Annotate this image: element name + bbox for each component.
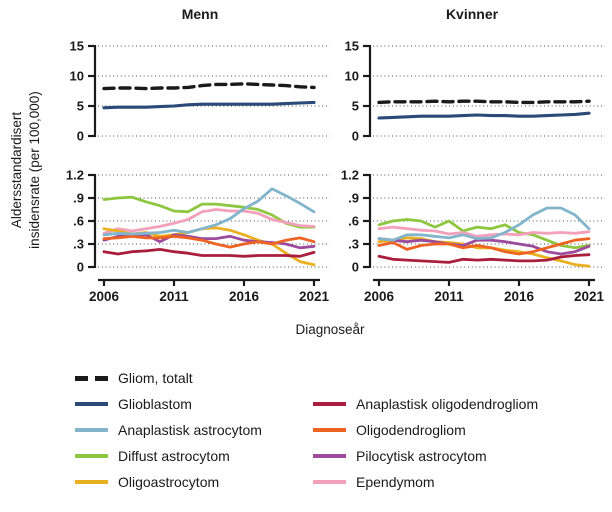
x-tick-label: 2011 bbox=[434, 289, 464, 304]
legend-swatch bbox=[313, 402, 346, 406]
panel-title-kvinner: Kvinner bbox=[445, 6, 499, 22]
legend-swatch bbox=[75, 402, 108, 406]
y-tick-label: .3 bbox=[73, 236, 84, 252]
y-tick-label: 0 bbox=[76, 128, 84, 144]
y-axis-label bbox=[8, 25, 46, 315]
legend-item bbox=[75, 391, 262, 417]
series-line bbox=[104, 84, 314, 89]
x-axis-label: Diagnoseår bbox=[295, 322, 365, 337]
legend-column-2 bbox=[313, 391, 538, 495]
series-line bbox=[379, 113, 589, 118]
y-tick-label: 10 bbox=[69, 68, 84, 84]
y-tick-label: .6 bbox=[348, 213, 359, 229]
legend-item bbox=[75, 469, 262, 495]
legend-label: Diffust astrocytom bbox=[118, 448, 230, 464]
legend-label: Gliom, totalt bbox=[118, 370, 193, 386]
panel-kvinner-bottom bbox=[341, 168, 605, 305]
x-tick-label: 2016 bbox=[228, 289, 260, 304]
y-tick-label: 0 bbox=[351, 128, 359, 144]
legend-swatch bbox=[75, 454, 108, 458]
legend-label: Anaplastisk astrocytom bbox=[118, 422, 262, 438]
x-tick-label: 2016 bbox=[503, 289, 535, 304]
legend-label: Pilocytisk astrocytom bbox=[356, 448, 487, 464]
legend-item bbox=[75, 443, 262, 469]
y-tick-label: 1.2 bbox=[340, 167, 359, 183]
x-tick-label: 2006 bbox=[88, 289, 120, 304]
legend-swatch bbox=[313, 480, 346, 484]
series-line bbox=[104, 102, 314, 107]
legend-item bbox=[75, 365, 262, 391]
series-line bbox=[379, 101, 589, 102]
y-tick-label: 15 bbox=[344, 38, 359, 54]
panel-menn-top bbox=[70, 39, 330, 144]
y-tick-label: .3 bbox=[348, 236, 359, 252]
panel-kvinner-top bbox=[345, 39, 605, 144]
legend-column-1 bbox=[75, 365, 262, 495]
y-tick-label: .9 bbox=[73, 190, 84, 206]
legend-swatch bbox=[75, 428, 108, 432]
legend-swatch bbox=[313, 428, 346, 432]
y-tick-label: 15 bbox=[69, 38, 84, 54]
legend-label: Ependymom bbox=[356, 474, 435, 490]
y-tick-label: .9 bbox=[348, 190, 359, 206]
legend-label: Glioblastom bbox=[118, 396, 192, 412]
y-tick-label: 5 bbox=[351, 98, 359, 114]
y-axis-label-line2: insidensrate (per 100,000) bbox=[27, 91, 43, 249]
y-tick-label: 0 bbox=[351, 259, 359, 275]
panel-title-menn: Menn bbox=[181, 6, 219, 22]
x-tick-label: 2021 bbox=[573, 289, 605, 304]
y-tick-label: .6 bbox=[73, 213, 84, 229]
legend-label: Oligodendrogliom bbox=[356, 422, 466, 438]
legend-swatch bbox=[75, 376, 108, 381]
y-tick-label: 1.2 bbox=[65, 167, 84, 183]
panel-menn-bottom bbox=[66, 168, 330, 305]
legend-item bbox=[75, 417, 262, 443]
y-tick-label: 5 bbox=[76, 98, 84, 114]
x-tick-label: 2006 bbox=[363, 289, 395, 304]
legend-swatch bbox=[75, 480, 108, 484]
legend-item bbox=[313, 417, 538, 443]
y-tick-label: 0 bbox=[76, 259, 84, 275]
legend-label: Oligoastrocytom bbox=[118, 474, 220, 490]
x-tick-label: 2021 bbox=[298, 289, 330, 304]
y-tick-label: 10 bbox=[344, 68, 359, 84]
y-axis-label-line1: Aldersstandardisert bbox=[9, 111, 24, 229]
legend-item bbox=[313, 469, 538, 495]
legend-swatch bbox=[313, 454, 346, 458]
x-tick-label: 2011 bbox=[159, 289, 189, 304]
legend-item bbox=[313, 391, 538, 417]
legend-item bbox=[313, 443, 538, 469]
legend-label: Anaplastisk oligodendrogliom bbox=[356, 396, 539, 412]
